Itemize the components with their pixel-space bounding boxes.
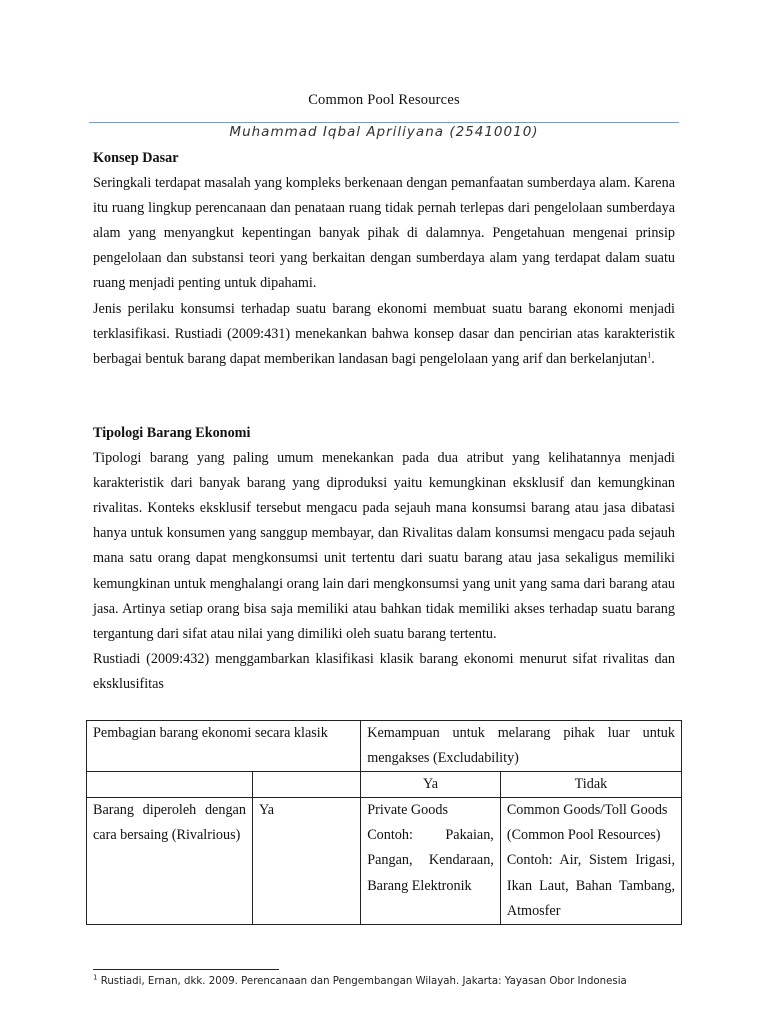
section-heading: Tipologi Barang Ekonomi: [93, 425, 251, 441]
table-cell-empty: [87, 772, 253, 798]
paragraph-text: Jenis perilaku konsumsi terhadap suatu barang ekonomi membuat suatu barang ekonomi menjadi terklasifikasi. Rustiadi (2009:431) menekankan bahwa konsep dasar dan pencirian atas karakteristik berbagai bentuk barang dapat memberikan landasan bagi pengelolaan yang arif dan berkelanjutan: [93, 300, 675, 367]
table-col-tidak: Tidak: [500, 772, 681, 798]
section-heading: Konsep Dasar: [93, 150, 179, 166]
paragraph: Seringkali terdapat masalah yang kompleks berkenaan dengan pemanfaatan sumberdaya alam. Karena itu ruang lingkup perencanaan dan penataan ruang tidak pernah terlepas dari pengelolaan sumberdaya alam yang menyangkut kepentingan banyak pihak di dalamnya. Pengetahuan mengenai prinsip pengelolaan dan substansi teori yang berkaitan dengan sumberdaya alam yang terdapat dalam suatu ruang menjadi penting untuk dipahami.: [93, 175, 675, 292]
classification-table: [86, 720, 682, 925]
table-cell-empty: [252, 772, 360, 798]
section-konsep-dasar: [93, 146, 675, 372]
paragraph: Tipologi barang yang paling umum menekankan pada dua atribut yang kelihatannya menjadi karakteristik dari banyak barang yang diproduksi yaitu kemungkinan eksklusif dan kemungkinan rivalitas. Konteks eksklusif tersebut mengacu pada sejauh mana konsumsi barang atau jasa dibatasi hanya untuk konsumen yang sanggup membayar, dan Rivalitas dalam konsumsi mengacu pada sejauh mana satu orang dapat mengkonsumsi unit tertentu dari suatu barang atau jasa sekaligus memiliki kemungkinan untuk menghalangi orang lain dari mengkonsumsi yang unit yang sama dari barang atau jasa. Artinya setiap orang bisa saja memiliki atau bahkan tidak memiliki akses terhadap suatu barang tergantung dari sifat atau nilai yang dimiliki oleh suatu barang tertentu.: [93, 450, 675, 642]
common-goods-title: Common Goods/Toll Goods: [506, 802, 668, 819]
table-row-label: Barang diperoleh dengan cara bersaing (Rivalrious): [87, 798, 253, 924]
author-line: Muhammad Iqbal Apriliyana (25410010): [229, 124, 539, 140]
table-col-ya: Ya: [361, 772, 501, 798]
title-divider: [89, 122, 679, 123]
document-title: Common Pool Resources: [308, 92, 460, 108]
section-tipologi-barang: [93, 421, 675, 697]
private-goods-title: Private Goods: [367, 802, 448, 819]
common-goods-subtitle: (Common Pool Resources): [506, 827, 661, 844]
common-goods-cell: [500, 798, 681, 924]
paragraph: Rustiadi (2009:432) menggambarkan klasifikasi klasik barang ekonomi menurut sifat rivalitas dan eksklusifitas: [93, 650, 675, 692]
private-goods-example: Contoh: Pakaian, Pangan, Kendaraan, Barang Elektronik: [367, 827, 494, 894]
paragraph-end: .: [651, 350, 655, 367]
footnote: [93, 973, 693, 987]
paragraph: [93, 297, 675, 372]
table-row: [87, 798, 682, 924]
footnote-reference[interactable]: 1: [647, 350, 652, 360]
table-row-ya: Ya: [252, 798, 360, 924]
table-header-left: Pembagian barang ekonomi secara klasik: [87, 721, 361, 772]
footnote-number: 1: [93, 973, 98, 982]
table-row: [87, 721, 682, 772]
footnote-text: Rustiadi, Ernan, dkk. 2009. Perencanaan dan Pengembangan Wilayah. Jakarta: Yayasan Obor Indonesia: [97, 976, 627, 987]
private-goods-cell: [361, 798, 501, 924]
table-header-right: Kemampuan untuk melarang pihak luar untuk mengakses (Excludability): [361, 721, 682, 772]
footnote-divider: [93, 969, 279, 970]
table-row: [87, 772, 682, 798]
common-goods-example: Contoh: Air, Sistem Irigasi, Ikan Laut, Bahan Tambang, Atmosfer: [506, 852, 675, 919]
